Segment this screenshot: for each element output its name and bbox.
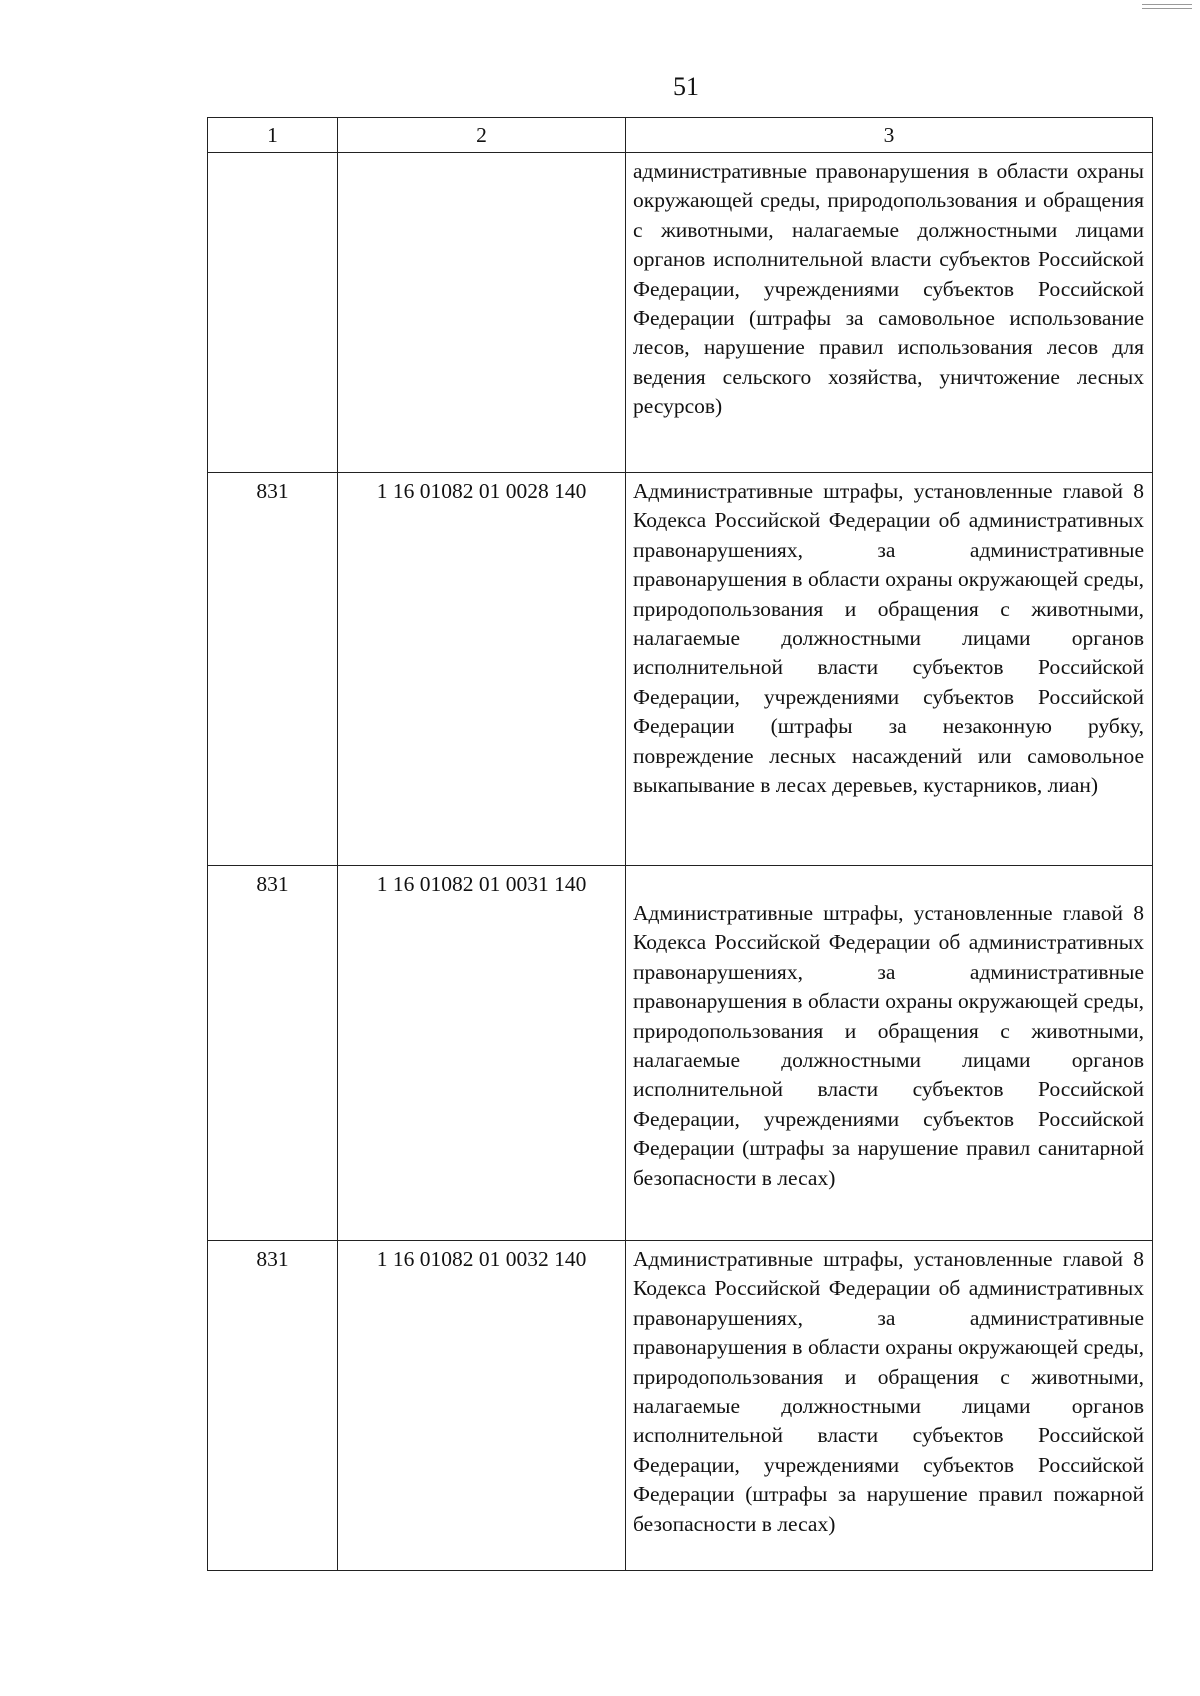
table-row [208,1241,1153,1571]
table-header-row [208,118,1153,153]
description-cell [626,473,1153,866]
admin-code-cell: 831 [208,473,338,866]
kbk-code-cell [338,153,626,473]
table-row [208,153,1153,473]
admin-code-cell: 831 [208,866,338,1241]
code-table [207,117,1153,1571]
description-text: Административные штрафы, установленные главой 8 Кодекса Российской Федерации об административных правонарушениях, за административные правонарушения в области охраны окружающей среды, природопользования и обращения с животными, налагаемые должностными лицами органов исполнительной власти субъектов Российской Федерации, учреждениями субъектов Российской Федерации (штрафы за нарушение правил санитарной безопасности в лесах) [633,901,1144,1190]
description-text: Административные штрафы, установленные главой 8 Кодекса Российской Федерации об административных правонарушениях, за административные правонарушения в области охраны окружающей среды, природопользования и обращения с животными, налагаемые должностными лицами органов исполнительной власти субъектов Российской Федерации, учреждениями субъектов Российской Федерации (штрафы за незаконную рубку, повреждение лесных насаждений или самовольное выкапывание в лесах деревьев, кустарников, лиан) [633,479,1144,798]
scan-corner-mark [1142,4,1192,9]
header-col-3: 3 [626,118,1153,153]
page-number: 51 [673,72,699,101]
header-col-1: 1 [208,118,338,153]
kbk-code-cell: 1 16 01082 01 0032 140 [338,1241,626,1571]
table-row [208,473,1153,866]
admin-code-cell: 831 [208,1241,338,1571]
table-row [208,866,1153,1241]
admin-code-cell [208,153,338,473]
description-cell [626,1241,1153,1571]
description-text: административные правонарушения в области охраны окружающей среды, природопользования и обращения с животными, налагаемые должностными лицами органов исполнительной власти субъектов Российской Федерации, учреждениями субъектов Российской Федерации (штрафы за самовольное использование лесов, нарушение правил использования лесов для ведения сельского хозяйства, уничтожение лесных ресурсов) [633,159,1144,419]
header-col-2: 2 [338,118,626,153]
kbk-code-cell: 1 16 01082 01 0031 140 [338,866,626,1241]
description-cell [626,866,1153,1241]
description-cell [626,153,1153,473]
kbk-code-cell: 1 16 01082 01 0028 140 [338,473,626,866]
description-text: Административные штрафы, установленные главой 8 Кодекса Российской Федерации об административных правонарушениях, за административные правонарушения в области охраны окружающей среды, природопользования и обращения с животными, налагаемые должностными лицами органов исполнительной власти субъектов Российской Федерации, учреждениями субъектов Российской Федерации (штрафы за нарушение правил пожарной безопасности в лесах) [633,1247,1144,1536]
